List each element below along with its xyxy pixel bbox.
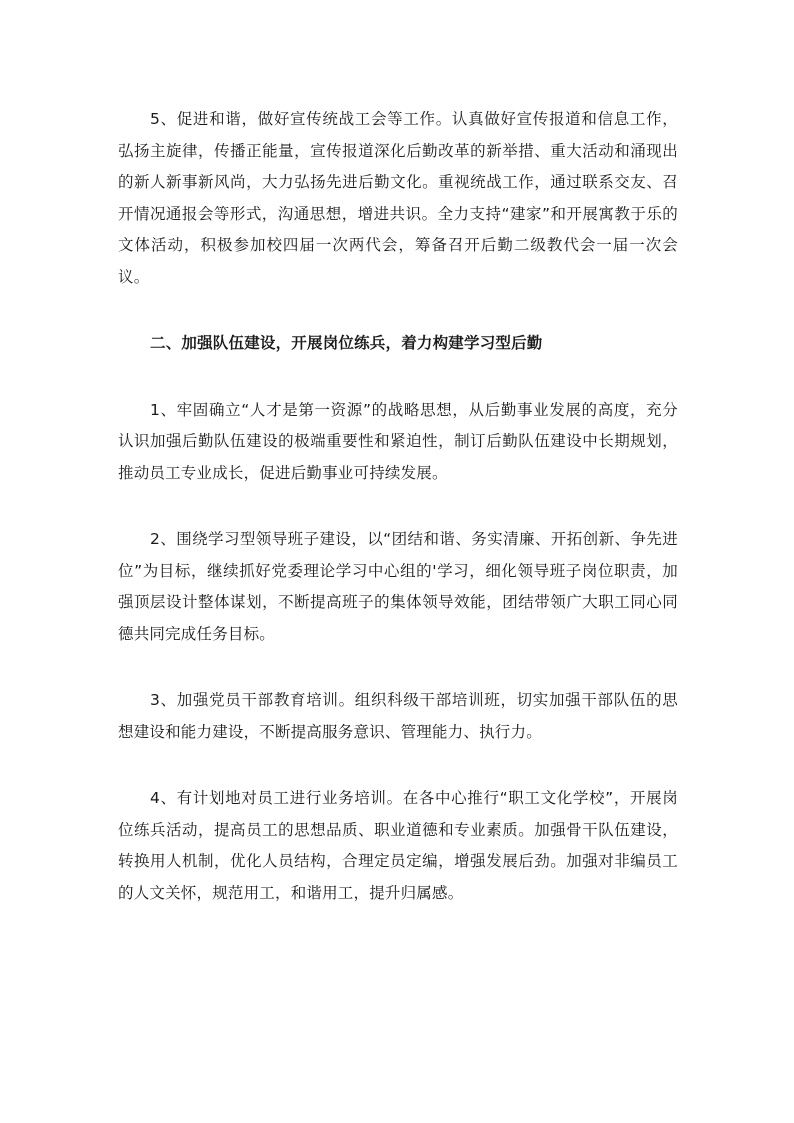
section-heading-team-building: 二、加强队伍建设，开展岗位练兵，着力构建学习型后勤 (150, 334, 543, 352)
paragraph-1-talent-strategy: 1、牢固确立“人才是第一资源”的战略思想，从后勤事业发展的高度，充分认识加强后勤队伍建设的极端重要性和紧迫性，制订后勤队伍建设中长期规划，推动员工专业成长，促进后勤事业可持续发展。 (118, 400, 678, 482)
document-body (118, 104, 678, 909)
paragraph-4-staff-training: 4、有计划地对员工进行业务培训。在各中心推行“职工文化学校”，开展岗位练兵活动，提高员工的思想品质、职业道德和专业素质。加强骨干队伍建设，转换用人机制，优化人员结构，合理定员定编，增强发展后劲。加强对非编员工的人文关怀，规范用工，和谐用工，提升归属感。 (118, 789, 678, 902)
paragraph-3-cadre-training: 3、加强党员干部教育培训。组织科级干部培训班，切实加强干部队伍的思想建设和能力建设，不断提高服务意识、管理能力、执行力。 (118, 691, 678, 741)
paragraph-5-promote-harmony: 5、促进和谐，做好宣传统战工会等工作。认真做好宣传报道和信息工作，弘扬主旋律，传播正能量，宣传报道深化后勤改革的新举措、重大活动和涌现出的新人新事新风尚，大力弘扬先进后勤文化。重视统战工作，通过联系交友、召开情况通报会等形式，沟通思想，增进共识。全力支持“建家”和开展寓教于乐的文体活动，积极参加校四届一次两代会，筹备召开后勤二级教代会一届一次会议。 (118, 110, 678, 286)
paragraph-2-leadership-team: 2、围绕学习型领导班子建设，以“团结和谐、务实清廉、开拓创新、争先进位”为目标，继续抓好党委理论学习中心组的'学习，细化领导班子岗位职责，加强顶层设计整体谋划，不断提高班子的集体领导效能，团结带领广大职工同心同德共同完成任务目标。 (118, 530, 678, 643)
